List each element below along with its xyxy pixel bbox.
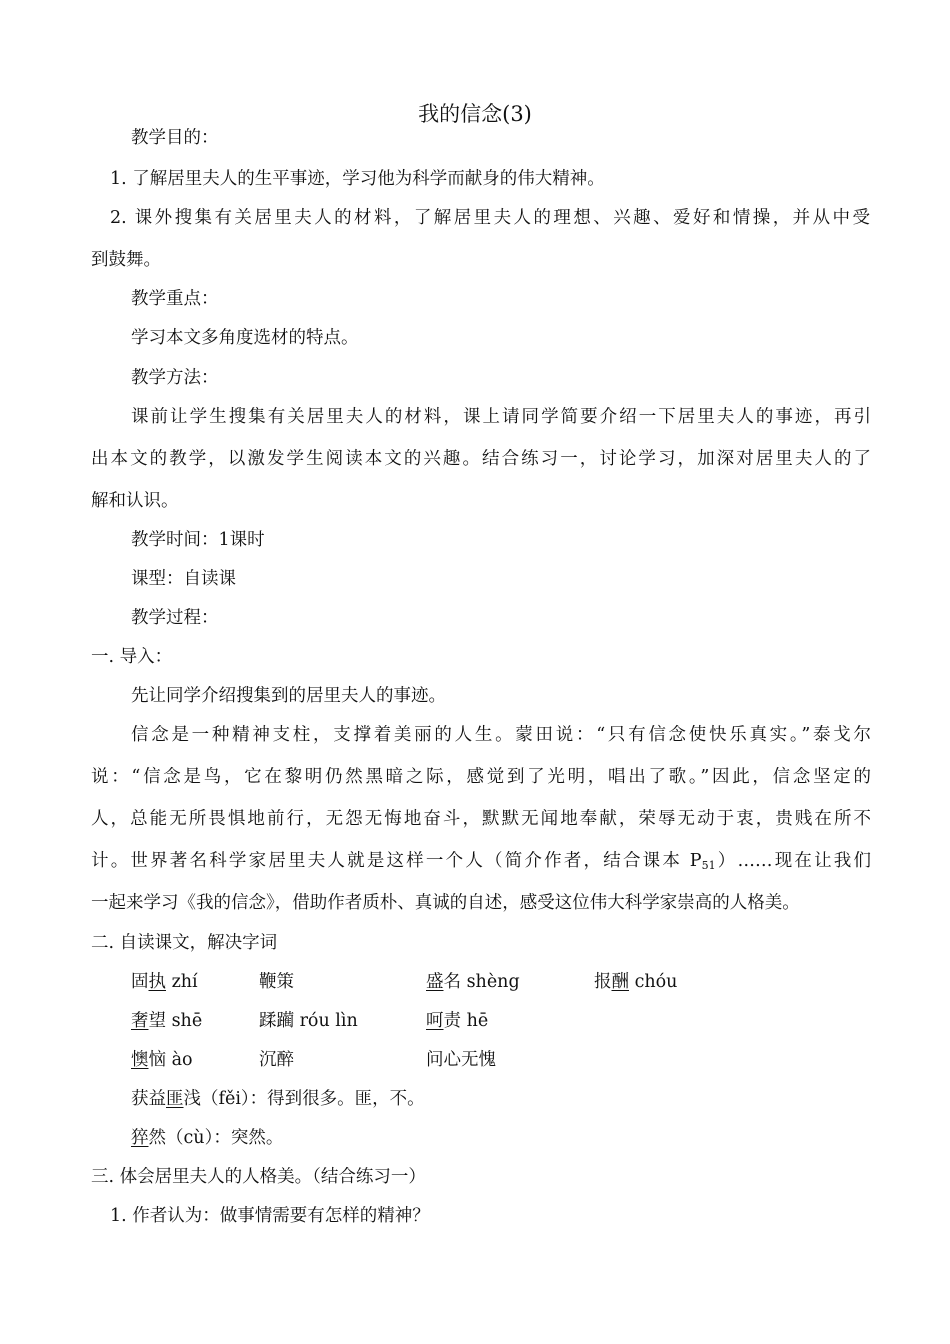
- section-2-heading: 二. 自读课文，解决字词: [91, 933, 278, 953]
- pinyin: hē: [461, 1011, 489, 1031]
- underlined-char: 盛: [426, 972, 444, 992]
- page-title: 我的信念(3): [418, 102, 532, 126]
- process-heading: 教学过程：: [131, 608, 219, 628]
- underlined-char: 奢: [131, 1011, 149, 1031]
- method-line-1: 课前让学生搜集有关居里夫人的材料，课上请同学简要介绍一下居里夫人的事迹，再引: [131, 407, 871, 427]
- section-3-question-1: 1. 作者认为：做事情需要有怎样的精神？: [110, 1206, 430, 1226]
- vocab-item: 报酬 chóu: [594, 972, 678, 992]
- underlined-char: 猝: [131, 1128, 149, 1148]
- vocab-note-2: 猝然（cù）：突然。: [131, 1128, 284, 1148]
- vocab-item: 呵责 hē: [426, 1011, 489, 1031]
- section-1-para-2-line-1: 信念是一种精神支柱，支撑着美丽的人生。蒙田说：“只有信念使快乐真实。”泰戈尔: [131, 725, 871, 745]
- section-1-para-2-line-3: 人，总能无所畏惧地前行，无怨无悔地奋斗，默默无闻地奉献，荣辱无动于衷，贵贱在所不: [91, 809, 871, 829]
- method-line-3: 解和认识。: [91, 491, 179, 511]
- goal-item-2-cont: 到鼓舞。: [91, 250, 161, 270]
- vocab-item: 奢望 shē: [131, 1011, 203, 1031]
- pinyin: róu lìn: [294, 1011, 358, 1031]
- lesson-type: 课型：自读课: [131, 569, 236, 589]
- teaching-time: 教学时间：1课时: [131, 530, 265, 550]
- vocab-item: 蹂躏 róu lìn: [259, 1011, 358, 1031]
- vocab-note-1: 获益匪浅（fěi）：得到很多。匪，不。: [131, 1089, 425, 1109]
- page-ref-subscript: 51: [701, 859, 716, 872]
- vocab-item: 盛名 shèng: [426, 972, 520, 992]
- pinyin: chóu: [629, 972, 678, 992]
- goals-heading: 教学目的：: [131, 128, 219, 148]
- pinyin: ào: [166, 1050, 193, 1070]
- pinyin: zhí: [166, 972, 198, 992]
- underlined-char: 酬: [611, 972, 629, 992]
- section-1-heading: 一. 导入：: [91, 647, 173, 667]
- focus-text: 学习本文多角度选材的特点。: [131, 328, 359, 348]
- line-4-text-b: ）……现在让我们: [715, 851, 872, 871]
- underlined-char: 呵: [426, 1011, 444, 1031]
- section-1-para-2-line-5: 一起来学习《我的信念》，借助作者质朴、真诚的自述，感受这位伟大科学家崇高的人格美。: [91, 893, 800, 913]
- method-line-2: 出本文的教学，以激发学生阅读本文的兴趣。结合练习一，讨论学习，加深对居里夫人的了: [91, 449, 871, 469]
- section-3-heading: 三. 体会居里夫人的人格美。（结合练习一）: [91, 1167, 426, 1187]
- section-1-para-1: 先让同学介绍搜集到的居里夫人的事迹。: [131, 686, 446, 706]
- method-heading: 教学方法：: [131, 368, 219, 388]
- vocab-item: 鞭策: [259, 972, 294, 992]
- underlined-char: 懊: [131, 1050, 149, 1070]
- goal-item-1: 1. 了解居里夫人的生平事迹，学习他为科学而献身的伟大精神。: [110, 169, 605, 189]
- underlined-char: 匪: [166, 1089, 184, 1109]
- section-1-para-2-line-2: 说：“信念是鸟，它在黎明仍然黑暗之际，感觉到了光明，唱出了歌。”因此，信念坚定的: [91, 767, 871, 787]
- vocab-item: 问心无愧: [426, 1050, 496, 1070]
- vocab-item: 沉醉: [259, 1050, 294, 1070]
- vocab-item: 懊恼 ào: [131, 1050, 193, 1070]
- goal-item-2: 2. 课外搜集有关居里夫人的材料，了解居里夫人的理想、兴趣、爱好和情操，并从中受: [110, 208, 870, 228]
- underlined-char: 执: [148, 972, 166, 992]
- pinyin: shē: [166, 1011, 203, 1031]
- section-1-para-2-line-4: [91, 849, 871, 878]
- pinyin: shèng: [461, 972, 520, 992]
- focus-heading: 教学重点：: [131, 289, 219, 309]
- line-4-text-a: 计。世界著名科学家居里夫人就是这样一个人（简介作者，结合课本 P: [91, 851, 702, 871]
- vocab-item: 固执 zhí: [131, 972, 198, 992]
